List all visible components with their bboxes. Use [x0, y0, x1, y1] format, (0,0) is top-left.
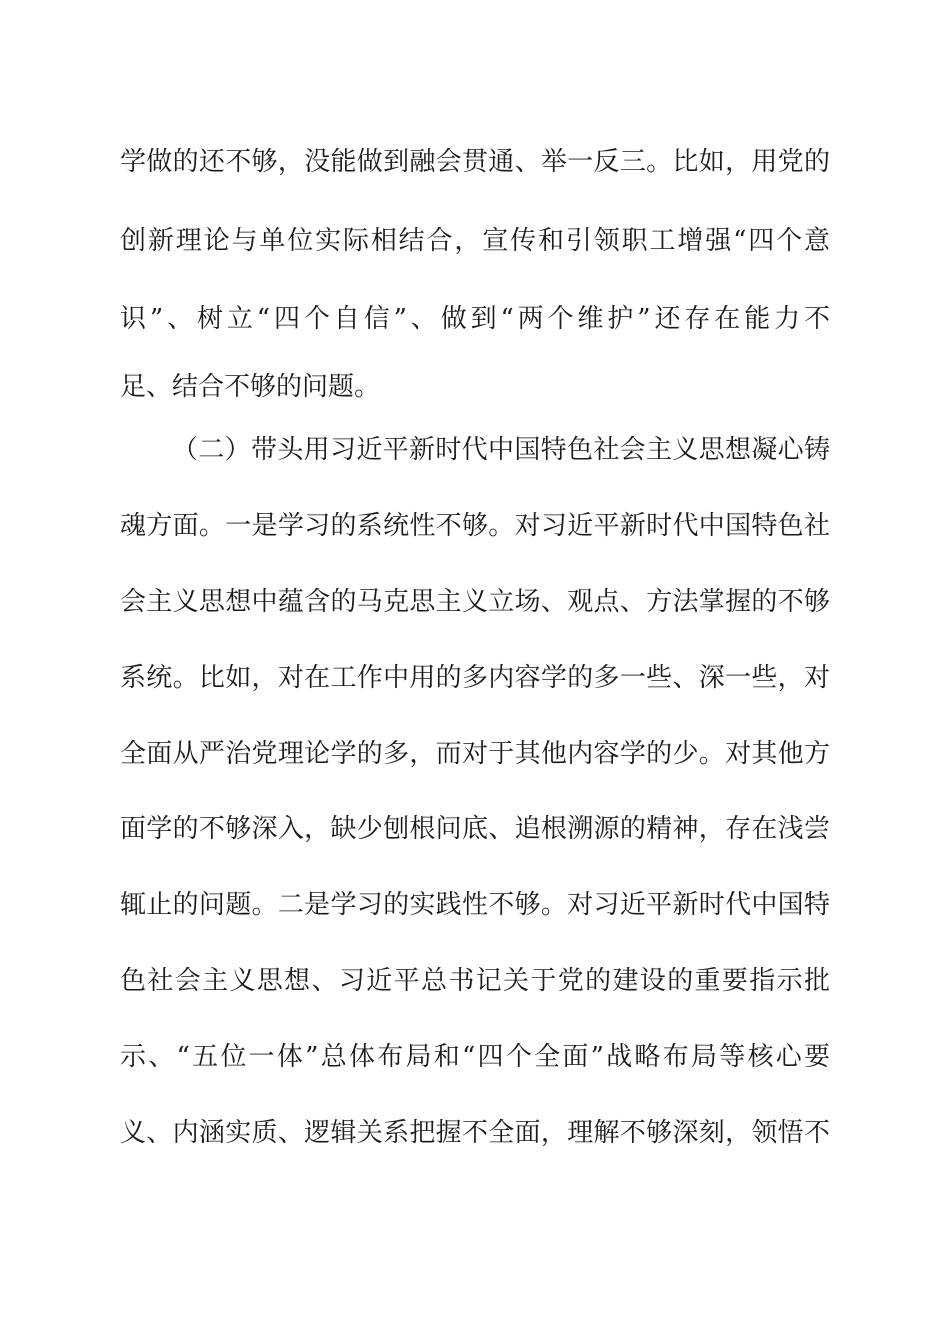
- text-line: 识”、树立“四个自信”、做到“两个维护”还存在能力不: [120, 304, 830, 334]
- text-line: 学做的还不够，没能做到融会贯通、举一反三。比如，用党的: [120, 147, 830, 177]
- text-line: 魂方面。一是学习的系统性不够。对习近平新时代中国特色社: [120, 511, 830, 541]
- text-line: 创新理论与单位实际相结合，宣传和引领职工增强“四个意: [120, 226, 830, 256]
- paragraph-heading-line: （二）带头用习近平新时代中国特色社会主义思想凝心铸: [172, 435, 830, 465]
- text-line: 辄止的问题。二是学习的实践性不够。对习近平新时代中国特: [120, 890, 830, 920]
- text-line: 面学的不够深入，缺少刨根问底、追根溯源的精神，存在浅尝: [120, 814, 830, 844]
- text-line: 全面从严治党理论学的多，而对于其他内容学的少。对其他方: [120, 739, 830, 769]
- text-line: 义、内涵实质、逻辑关系把握不全面，理解不够深刻，领悟不: [120, 1118, 830, 1148]
- text-line: 会主义思想中蕴含的马克思主义立场、观点、方法掌握的不够: [120, 587, 830, 617]
- text-line: 系统。比如，对在工作中用的多内容学的多一些、深一些，对: [120, 663, 830, 693]
- text-line: 示、“五位一体”总体布局和“四个全面”战略布局等核心要: [120, 1042, 830, 1072]
- text-line: 足、结合不够的问题。: [120, 372, 381, 402]
- text-line: 色社会主义思想、习近平总书记关于党的建设的重要指示批: [120, 966, 830, 996]
